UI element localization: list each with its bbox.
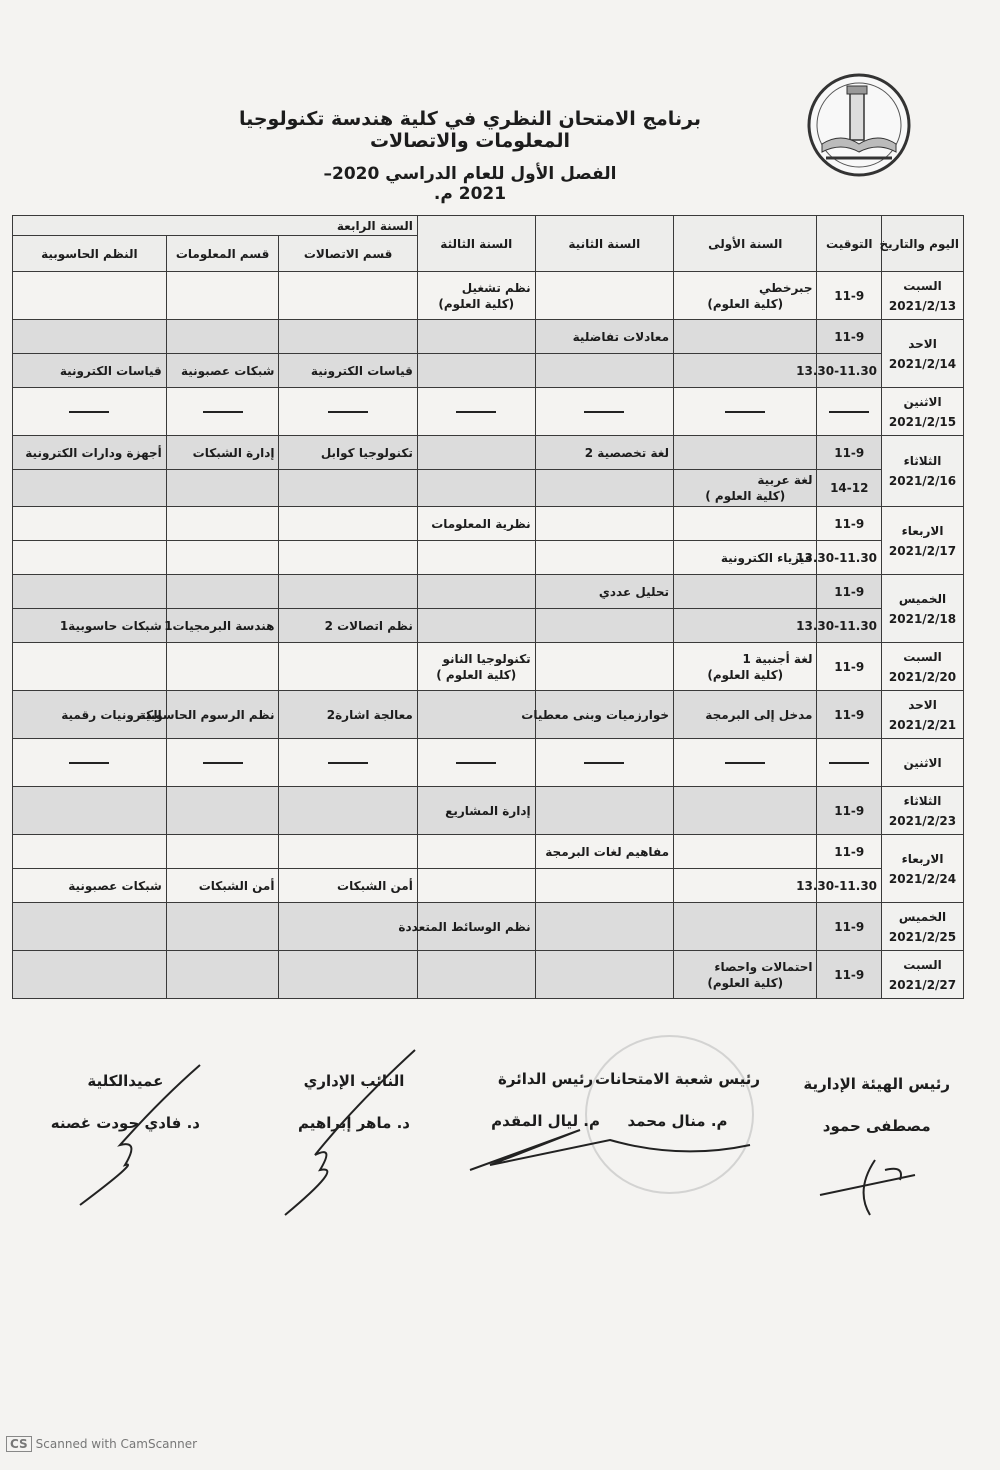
subject-text: تكنولوجيا النانو [442,651,531,666]
exam-date: 2021/2/17 [888,543,957,558]
exam-date: 2021/2/14 [888,356,957,371]
time-cell: 11-9 [817,951,882,999]
time-cell: 11-9 [817,320,882,354]
subject-cell-comm [279,835,417,869]
subject-cell-sys [13,272,167,320]
exam-date: 2021/2/15 [888,414,957,429]
subject-text: الكترونيات رقمية [61,707,162,722]
day-name: الخميس [898,909,947,924]
schedule-row [13,691,964,739]
subject-text: (كلية العلوم) [438,296,515,311]
subject-cell-y1 [674,903,817,951]
subject-cell-y3 [417,691,535,739]
day-date-cell [882,739,964,787]
header-year4: السنة الرابعة [13,216,418,236]
exam-date: 2021/2/20 [888,669,957,684]
subject-cell-comm [279,470,417,507]
subject-cell-y3 [417,388,535,436]
schedule-row [13,739,964,787]
subject-cell-info [166,869,279,903]
subject-text: إدارة الشبكات [192,445,275,460]
subject-cell-info [166,643,279,691]
subject-text: قياسات الكترونية [59,363,162,378]
subject-cell-info [166,470,279,507]
signature-exams-head: رئيس شعبة الامتحانات م. منال محمد [595,1070,760,1130]
day-date-cell [882,787,964,835]
day-date-cell [882,272,964,320]
subject-cell-comm [279,869,417,903]
schedule-row [13,609,964,643]
schedule-row [13,507,964,541]
subject-cell-sys [13,787,167,835]
day-name: الثلاثاء [903,454,942,468]
subject-text: لغة تخصصية 2 [584,445,670,460]
dash-mark [69,762,109,764]
schedule-row [13,643,964,691]
time-cell: 11-9 [817,575,882,609]
subject-cell-comm [279,739,417,787]
schedule-row [13,787,964,835]
subject-cell-info [138,691,279,739]
subject-cell-y2 [535,436,673,470]
day-name: الاثنين [903,755,942,770]
signature-dean: عميدالكلية د. فادي جودت غصنه [50,1072,200,1132]
subject-cell-y1 [674,272,817,320]
subject-text: أمن الشبكات [198,878,275,893]
subject-cell-y2 [535,787,673,835]
day-date-cell [882,436,964,507]
subject-text: شبكات حاسوبية1 [59,618,162,633]
subject-cell-info [166,609,279,643]
time-cell: 13.30-11.30 [817,609,882,643]
schedule-row [13,272,964,320]
handwritten-signature-1 [815,1150,925,1220]
subject-cell-info [166,835,279,869]
day-name: الاحد [908,336,937,351]
subject-cell-y1 [674,470,817,507]
schedule-row [13,470,964,507]
subject-text: فيزياء الكترونية [720,550,813,565]
subject-cell-y3 [417,470,535,507]
schedule-row [13,951,964,999]
subject-text: شبكات عصبونية [180,363,275,378]
subject-cell-info [166,951,279,999]
subject-cell-y3 [417,541,535,575]
dash-mark [725,762,765,764]
exam-date: 2021/2/25 [888,929,957,944]
time-cell: 11-9 [817,903,882,951]
subject-cell-y3 [417,272,535,320]
subject-text: قياسات الكترونية [310,363,413,378]
header-year3: السنة الثالثة [417,216,535,272]
dash-mark [203,762,243,764]
subject-text: نظم الوسائط المتعددة [398,919,531,934]
subject-cell-sys [13,575,167,609]
subject-cell-sys [13,951,167,999]
day-date-cell [882,507,964,575]
day-date-cell [882,643,964,691]
time-cell: 13.30-11.30 [817,354,882,388]
schedule-row [13,320,964,354]
subject-cell-y2 [535,643,673,691]
subject-cell-comm [279,575,417,609]
time-cell: 13.30-11.30 [817,869,882,903]
subject-cell-y1 [674,691,817,739]
time-cell: 11-9 [817,643,882,691]
signature-admin-head: رئيس الهيئة الإدارية مصطفى حمود [803,1075,950,1135]
day-date-cell [882,388,964,436]
day-name: الاربعاء [901,851,944,866]
subject-text: خوارزميات وبنى معطيات [521,707,670,722]
subject-cell-y3 [417,609,535,643]
subject-cell-y1 [674,787,817,835]
subject-cell-y1 [674,436,817,470]
time-cell: 11-9 [817,787,882,835]
subject-cell-info [166,903,279,951]
subject-cell-y2 [535,951,673,999]
subject-text: لغة أجنبية 1 [742,651,813,666]
subject-cell-y3 [417,436,535,470]
day-name: الثلاثاء [903,793,942,808]
time-cell [817,388,882,436]
subject-cell-comm [279,320,417,354]
day-name: السبت [903,278,942,293]
signature-department-head: رئيس الدائرة م. ليال المقدم [491,1070,600,1130]
subject-cell-sys [13,835,167,869]
subject-cell-y3 [417,869,535,903]
subject-cell-comm [279,436,417,470]
subject-cell-y2 [535,869,673,903]
day-date-cell [882,575,964,643]
day-date-cell [882,320,964,388]
subject-cell-y2 [535,903,673,951]
subject-cell-sys [13,609,167,643]
time-cell: 11-9 [817,691,882,739]
subject-cell-y3 [417,951,535,999]
subject-text: (كلية العلوم) [707,667,784,682]
subject-cell-y2 [521,691,673,739]
time-cell: 14-12 [817,470,882,507]
subject-text: تحليل عددي [598,584,670,599]
subject-cell-y2 [535,388,673,436]
dash-mark [69,411,109,413]
subject-text: شبكات عصبونية [68,878,162,893]
subject-cell-comm [279,691,417,739]
subject-cell-info [166,272,279,320]
subject-cell-y3 [417,575,535,609]
subject-cell-sys [13,320,167,354]
subject-cell-sys [13,739,167,787]
dash-mark [584,411,624,413]
schedule-row [13,835,964,869]
subject-cell-sys [13,869,167,903]
page-title: برنامج الامتحان النظري في كلية هندسة تكنولوجيا المعلومات والاتصالات [238,108,702,152]
subject-text: (كلية العلوم ) [436,667,517,682]
time-cell: 11-9 [817,835,882,869]
handwritten-signature-3 [275,1045,425,1220]
subject-cell-y2 [535,835,673,869]
day-date-cell [882,903,964,951]
dash-mark [584,762,624,764]
dash-mark [328,762,368,764]
scanner-watermark: CS Scanned with CamScanner [6,1436,197,1452]
day-name: الخميس [898,591,947,606]
subject-text: (كلية العلوم ) [705,489,786,503]
time-cell: 13.30-11.30 [817,541,882,575]
schedule-row [13,869,964,903]
subject-cell-y2 [535,575,673,609]
subject-cell-y2 [535,354,673,388]
subject-cell-y1 [674,739,817,787]
college-seal-icon [806,72,912,178]
subject-cell-comm [279,507,417,541]
schedule-row [13,436,964,470]
header-info: قسم المعلومات [166,236,279,272]
header-day-date: اليوم والتاريخ [882,216,964,272]
time-cell: 11-9 [817,507,882,541]
subject-cell-comm [279,609,417,643]
dash-mark [203,411,243,413]
day-date-cell [882,691,964,739]
dash-mark [456,762,496,764]
subject-cell-info [166,541,279,575]
subject-cell-y2 [535,320,673,354]
subject-text: نظم الرسوم الحاسوبية [138,707,275,722]
subject-cell-y3 [417,787,535,835]
subject-cell-y1 [674,507,817,541]
subject-cell-comm [279,388,417,436]
dash-mark [456,411,496,413]
exam-date: 2021/2/13 [888,298,957,313]
subject-text: أجهزة ودارات الكترونية [25,445,162,460]
day-date-cell [882,951,964,999]
subject-cell-sys [13,903,167,951]
day-name: السبت [903,649,942,664]
subject-cell-y1 [674,835,817,869]
subject-text: هندسة البرمجيات1 [164,618,275,633]
schedule-row [13,903,964,951]
day-name: الاحد [908,697,937,712]
subject-text: نظم اتصالات 2 [324,618,413,633]
subject-cell-sys [13,541,167,575]
exam-date: 2021/2/27 [888,977,957,992]
signature-deputy: النائب الإداري د. ماهر إبراهيم [297,1072,410,1132]
subject-cell-y3 [417,835,535,869]
header-time: التوقيت [817,216,882,272]
subject-text: معادلات تفاضلية [572,329,670,344]
exam-date: 2021/2/23 [888,813,957,828]
page-subtitle: الفصل الأول للعام الدراسي 2020–2021 م. [323,164,617,204]
subject-cell-y2 [535,739,673,787]
subject-text: جبرخطي [758,280,813,295]
subject-cell-y1 [674,320,817,354]
subject-cell-y2 [535,609,673,643]
subject-text: مفاهيم لغات البرمجة [545,844,670,859]
exam-date: 2021/2/21 [888,717,957,732]
subject-text: نظرية المعلومات [431,516,531,531]
schedule-row [13,575,964,609]
subject-text: مدخل إلى البرمجة [705,707,813,722]
subject-cell-y3 [417,354,535,388]
header-comm: قسم الاتصالات [279,236,417,272]
subject-cell-info [166,575,279,609]
schedule-row [13,541,964,575]
subject-cell-y3 [417,643,535,691]
subject-cell-y3 [398,903,535,951]
subject-text: لغة عربية [757,473,813,487]
subject-cell-sys [13,388,167,436]
exam-date: 2021/2/16 [888,474,957,488]
subject-text: (كلية العلوم) [707,975,784,990]
subject-cell-y1 [674,388,817,436]
exam-date: 2021/2/24 [888,871,957,886]
header-systems: النظم الحاسوبية [13,236,167,272]
subject-cell-comm [279,272,417,320]
schedule-row [13,354,964,388]
subject-cell-sys [13,507,167,541]
college-logo [806,72,912,178]
subject-text: (كلية العلوم) [707,296,784,311]
subject-cell-sys [13,436,167,470]
day-name: السبت [903,957,942,972]
subject-cell-info [166,739,279,787]
handwritten-signature-2 [460,1110,760,1180]
subject-cell-info [166,320,279,354]
dash-mark [829,762,869,764]
subject-cell-y1 [674,951,817,999]
time-cell: 11-9 [817,272,882,320]
subject-cell-comm [279,541,417,575]
subject-cell-info [166,354,279,388]
day-name: الاثنين [903,394,942,409]
subject-cell-sys [13,691,167,739]
subject-cell-info [166,507,279,541]
time-cell: 11-9 [817,436,882,470]
subject-cell-comm [279,903,417,951]
dash-mark [829,411,869,413]
subject-text: نظم تشغيل [461,280,531,295]
handwritten-signature-4 [70,1060,210,1210]
subject-cell-y3 [417,320,535,354]
subject-cell-y1 [674,575,817,609]
header-year2: السنة الثانية [535,216,673,272]
subject-cell-y1 [674,541,817,575]
subject-cell-info [166,787,279,835]
subject-cell-sys [13,643,167,691]
subject-text: تكنولوجيا كوابل [320,445,413,460]
dash-mark [725,411,765,413]
subject-text: احتمالات واحصاء [714,959,813,974]
subject-cell-y1 [674,643,817,691]
day-name: الاربعاء [901,523,944,538]
subject-text: إدارة المشاريع [445,803,531,818]
exam-date: 2021/2/18 [888,611,957,626]
subject-cell-y3 [417,739,535,787]
subject-cell-y2 [535,541,673,575]
subject-cell-y2 [535,272,673,320]
subject-cell-y2 [535,507,673,541]
subject-text: معالجة اشارة2 [326,707,413,722]
subject-cell-sys [13,470,167,507]
subject-cell-info [166,436,279,470]
schedule-row [13,388,964,436]
subject-cell-sys [13,354,167,388]
subject-text: أمن الشبكات [337,878,413,893]
dash-mark [328,411,368,413]
exam-schedule-table [12,215,964,999]
subject-cell-comm [279,643,417,691]
subject-cell-info [166,388,279,436]
subject-cell-comm [279,951,417,999]
header-year1: السنة الأولى [674,216,817,272]
subject-cell-y2 [535,470,673,507]
time-cell [817,739,882,787]
subject-cell-comm [279,787,417,835]
day-date-cell [882,835,964,903]
subject-cell-y3 [417,507,535,541]
subject-cell-comm [279,354,417,388]
